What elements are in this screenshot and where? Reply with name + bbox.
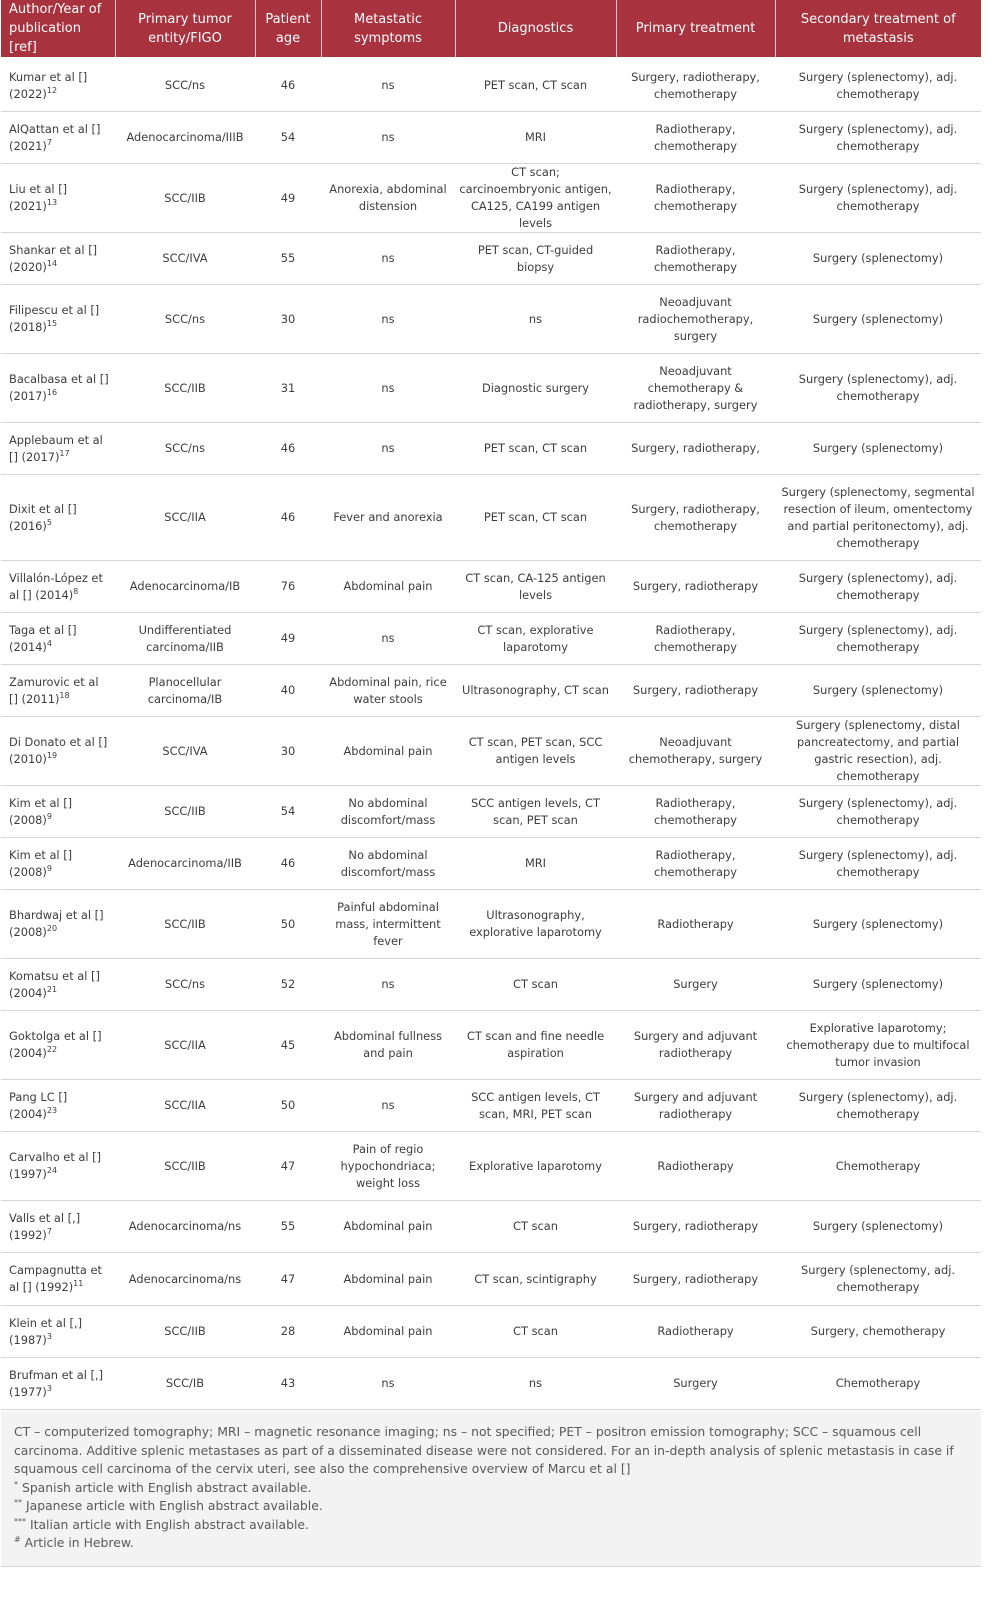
cell-secondary-treatment: Surgery (splenectomy), adj. chemotherapy xyxy=(775,1080,981,1132)
reference-number: 3 xyxy=(46,1331,52,1341)
cell-secondary-treatment: Surgery (splenectomy), adj. chemotherapy xyxy=(775,838,981,890)
cell-age: 50 xyxy=(255,890,321,959)
cell-diagnostics: Diagnostic surgery xyxy=(455,354,616,423)
cell-secondary-treatment: Surgery (splenectomy), adj. chemotherapy xyxy=(775,561,981,613)
cell-diagnostics: CT scan, explorative laparotomy xyxy=(455,613,616,665)
cell-entity: Undifferentiated carcinoma/IIB xyxy=(115,613,255,665)
cell-diagnostics: MRI xyxy=(455,838,616,890)
table-row xyxy=(1,1201,981,1253)
cell-symptoms: Fever and anorexia xyxy=(321,475,455,561)
cell-diagnostics: PET scan, CT scan xyxy=(455,423,616,475)
cell-primary-treatment: Surgery, radiotherapy, chemotherapy xyxy=(616,475,775,561)
cell-age: 46 xyxy=(255,59,321,112)
cell-entity: SCC/ns xyxy=(115,285,255,354)
cell-symptoms: ns xyxy=(321,285,455,354)
footnote-text: Article in Hebrew. xyxy=(24,1535,134,1550)
cell-diagnostics: ns xyxy=(455,285,616,354)
cell-age: 46 xyxy=(255,838,321,890)
reference-number: 7 xyxy=(46,137,52,147)
author-text: Applebaum et al [] (2017) xyxy=(9,432,103,464)
cell-author xyxy=(1,1080,115,1132)
reference-number: 9 xyxy=(46,863,52,873)
cell-diagnostics: CT scan, scintigraphy xyxy=(455,1253,616,1306)
reference-number: 13 xyxy=(46,198,58,208)
cell-diagnostics: PET scan, CT-guided biopsy xyxy=(455,233,616,285)
cell-author xyxy=(1,717,115,786)
author-text: Kim et al [] (2008) xyxy=(9,847,73,879)
table-row xyxy=(1,1011,981,1080)
cell-secondary-treatment: Surgery (splenectomy) xyxy=(775,890,981,959)
cell-secondary-treatment: Surgery (splenectomy) xyxy=(775,665,981,717)
footnote-mark: ** xyxy=(14,1497,22,1507)
cell-entity: SCC/ns xyxy=(115,59,255,112)
reference-number: 8 xyxy=(73,586,79,596)
cell-primary-treatment: Radiotherapy xyxy=(616,1306,775,1358)
author-text: Klein et al [,] (1987) xyxy=(9,1315,83,1347)
cell-entity: SCC/ns xyxy=(115,959,255,1011)
cell-entity: SCC/IIB xyxy=(115,786,255,838)
cell-diagnostics: CT scan xyxy=(455,1201,616,1253)
cell-author xyxy=(1,112,115,164)
cell-diagnostics: PET scan, CT scan xyxy=(455,59,616,112)
cell-diagnostics: CT scan xyxy=(455,959,616,1011)
cell-secondary-treatment: Surgery (splenectomy, distal pancreatectomy, and partial gastric resection), adj. chemotherapy xyxy=(775,717,981,786)
author-text: Di Donato et al [] (2010) xyxy=(9,735,108,766)
footnote-mark: *** xyxy=(14,1516,26,1526)
author-text: Pang LC [] (2004) xyxy=(9,1089,68,1121)
header-author: Author/Year of publication [ref] xyxy=(1,0,115,59)
cell-diagnostics: Ultrasonography, CT scan xyxy=(455,665,616,717)
table-row xyxy=(1,354,981,423)
cell-symptoms: ns xyxy=(321,354,455,423)
cell-age: 45 xyxy=(255,1011,321,1080)
cell-age: 47 xyxy=(255,1253,321,1306)
reference-number: 11 xyxy=(73,1279,84,1289)
author-text: Dixit et al [] (2016) xyxy=(9,501,77,533)
table-row xyxy=(1,1358,981,1410)
cell-secondary-treatment: Surgery (splenectomy), adj. chemotherapy xyxy=(775,112,981,164)
cell-age: 50 xyxy=(255,1080,321,1132)
cell-author xyxy=(1,890,115,959)
author-text: Valls et al [,] (1992) xyxy=(9,1210,81,1242)
footnote-item xyxy=(14,1516,968,1535)
author-text: Shankar et al [] (2020) xyxy=(9,242,98,274)
author-text: Campagnutta et al [] (1992) xyxy=(9,1263,102,1294)
reference-number: 24 xyxy=(46,1166,58,1176)
cell-author xyxy=(1,786,115,838)
header-secondary-treatment: Secondary treatment of metastasis xyxy=(775,0,981,59)
cell-symptoms: ns xyxy=(321,959,455,1011)
cell-age: 54 xyxy=(255,786,321,838)
table-row xyxy=(1,423,981,475)
header-entity: Primary tumor entity/FIGO xyxy=(115,0,255,59)
footnote-text: Japanese article with English abstract available. xyxy=(25,1498,323,1513)
cell-author xyxy=(1,59,115,112)
table-row xyxy=(1,838,981,890)
cell-diagnostics: CT scan and fine needle aspiration xyxy=(455,1011,616,1080)
author-text: Carvalho et al [] (1997) xyxy=(9,1150,102,1181)
cell-primary-treatment: Radiotherapy, chemotherapy xyxy=(616,164,775,233)
table-body xyxy=(1,59,981,1410)
cell-primary-treatment: Radiotherapy xyxy=(616,890,775,959)
author-text: Taga et al [] (2014) xyxy=(9,622,77,654)
cell-age: 47 xyxy=(255,1132,321,1201)
cell-symptoms: ns xyxy=(321,233,455,285)
cell-symptoms: ns xyxy=(321,1080,455,1132)
footnote-list xyxy=(14,1479,968,1553)
author-text: Komatsu et al [] (2004) xyxy=(9,968,100,1000)
reference-number: 21 xyxy=(46,984,58,994)
cell-diagnostics: Explorative laparotomy xyxy=(455,1132,616,1201)
cell-symptoms: ns xyxy=(321,613,455,665)
cell-symptoms: Anorexia, abdominal distension xyxy=(321,164,455,233)
table-header-row xyxy=(1,0,981,59)
cell-secondary-treatment: Chemotherapy xyxy=(775,1132,981,1201)
cell-diagnostics: CT scan, CA-125 antigen levels xyxy=(455,561,616,613)
cell-primary-treatment: Radiotherapy, chemotherapy xyxy=(616,112,775,164)
reference-number: 20 xyxy=(46,924,58,934)
reference-number: 4 xyxy=(46,638,52,648)
cell-entity: SCC/IIA xyxy=(115,1011,255,1080)
table-row xyxy=(1,717,981,786)
cell-entity: SCC/IIB xyxy=(115,1306,255,1358)
cell-secondary-treatment: Surgery (splenectomy), adj. chemotherapy xyxy=(775,164,981,233)
cell-author xyxy=(1,838,115,890)
cell-author xyxy=(1,1201,115,1253)
reference-number: 17 xyxy=(59,448,70,458)
reference-number: 19 xyxy=(46,751,58,761)
cell-secondary-treatment: Explorative laparotomy; chemotherapy due to multifocal tumor invasion xyxy=(775,1011,981,1080)
reference-number: 15 xyxy=(46,319,58,329)
table-row xyxy=(1,285,981,354)
cell-author xyxy=(1,1306,115,1358)
cell-age: 55 xyxy=(255,1201,321,1253)
reference-number: 9 xyxy=(46,811,52,821)
cell-age: 76 xyxy=(255,561,321,613)
table-row xyxy=(1,561,981,613)
cell-diagnostics: MRI xyxy=(455,112,616,164)
cell-symptoms: Pain of regio hypochondriaca; weight loss xyxy=(321,1132,455,1201)
cell-secondary-treatment: Chemotherapy xyxy=(775,1358,981,1410)
cell-symptoms: Abdominal pain xyxy=(321,561,455,613)
cell-secondary-treatment: Surgery (splenectomy), adj. chemotherapy xyxy=(775,59,981,112)
cell-entity: Adenocarcinoma/IIIB xyxy=(115,112,255,164)
cell-entity: Planocellular carcinoma/IB xyxy=(115,665,255,717)
cell-age: 46 xyxy=(255,423,321,475)
cell-author xyxy=(1,561,115,613)
cell-primary-treatment: Surgery, radiotherapy xyxy=(616,561,775,613)
cell-diagnostics: Ultrasonography, explorative laparotomy xyxy=(455,890,616,959)
cell-entity: SCC/IIB xyxy=(115,890,255,959)
cell-age: 49 xyxy=(255,613,321,665)
cell-symptoms: ns xyxy=(321,59,455,112)
author-text: Villalón-López et al [] (2014) xyxy=(9,570,103,602)
cell-secondary-treatment: Surgery (splenectomy, adj. chemotherapy xyxy=(775,1253,981,1306)
cell-primary-treatment: Surgery xyxy=(616,959,775,1011)
cell-entity: SCC/IIA xyxy=(115,475,255,561)
cell-age: 52 xyxy=(255,959,321,1011)
table-row xyxy=(1,1306,981,1358)
cell-symptoms: No abdominal discomfort/mass xyxy=(321,838,455,890)
cell-entity: SCC/IVA xyxy=(115,233,255,285)
cell-author xyxy=(1,164,115,233)
reference-number: 5 xyxy=(46,517,52,527)
table-row xyxy=(1,59,981,112)
cell-secondary-treatment: Surgery (splenectomy, segmental resection of ileum, omentectomy and partial peritonectomy), adj. chemotherapy xyxy=(775,475,981,561)
header-primary-treatment: Primary treatment xyxy=(616,0,775,59)
reference-number: 12 xyxy=(46,85,58,95)
header-symptoms: Metastatic symptoms xyxy=(321,0,455,59)
cell-diagnostics: CT scan; carcinoembryonic antigen, CA125, CA199 antigen levels xyxy=(455,164,616,233)
footnote-mark: # xyxy=(14,1534,21,1544)
cell-secondary-treatment: Surgery (splenectomy), adj. chemotherapy xyxy=(775,786,981,838)
cell-symptoms: Abdominal pain, rice water stools xyxy=(321,665,455,717)
cell-primary-treatment: Radiotherapy xyxy=(616,1132,775,1201)
cell-entity: SCC/IIB xyxy=(115,1132,255,1201)
cell-age: 49 xyxy=(255,164,321,233)
cell-symptoms: No abdominal discomfort/mass xyxy=(321,786,455,838)
cell-primary-treatment: Radiotherapy, chemotherapy xyxy=(616,838,775,890)
footnote-text: Spanish article with English abstract available. xyxy=(21,1479,312,1495)
cell-author xyxy=(1,959,115,1011)
footnote-mark: * xyxy=(14,1479,18,1489)
cell-secondary-treatment: Surgery (splenectomy), adj. chemotherapy xyxy=(775,613,981,665)
table-row xyxy=(1,1253,981,1306)
cell-entity: SCC/IVA xyxy=(115,717,255,786)
cell-author xyxy=(1,475,115,561)
author-text: Goktolga et al [] (2004) xyxy=(9,1029,102,1060)
cell-author xyxy=(1,1358,115,1410)
cell-diagnostics: PET scan, CT scan xyxy=(455,475,616,561)
reference-number: 18 xyxy=(59,690,70,700)
cell-age: 46 xyxy=(255,475,321,561)
table-row xyxy=(1,112,981,164)
cell-author xyxy=(1,1011,115,1080)
footnote-item xyxy=(14,1497,968,1516)
cell-entity: SCC/IIB xyxy=(115,164,255,233)
cell-primary-treatment: Surgery and adjuvant radiotherapy xyxy=(616,1080,775,1132)
author-text: Kim et al [] (2008) xyxy=(9,795,73,827)
cell-primary-treatment: Surgery, radiotherapy, xyxy=(616,423,775,475)
cell-primary-treatment: Radiotherapy, chemotherapy xyxy=(616,613,775,665)
table-row xyxy=(1,959,981,1011)
cell-primary-treatment: Surgery, radiotherapy xyxy=(616,665,775,717)
cell-symptoms: ns xyxy=(321,112,455,164)
cell-primary-treatment: Neoadjuvant radiochemotherapy, surgery xyxy=(616,285,775,354)
cell-entity: Adenocarcinoma/IB xyxy=(115,561,255,613)
cell-author xyxy=(1,1132,115,1201)
footnote-text: Italian article with English abstract available. xyxy=(29,1516,309,1532)
table-row xyxy=(1,164,981,233)
cell-entity: SCC/IIB xyxy=(115,354,255,423)
author-text: AlQattan et al [] (2021) xyxy=(9,121,101,153)
author-text: Filipescu et al [] (2018) xyxy=(9,303,100,334)
cell-secondary-treatment: Surgery (splenectomy) xyxy=(775,423,981,475)
footnote-item xyxy=(14,1479,968,1498)
cell-secondary-treatment: Surgery (splenectomy) xyxy=(775,285,981,354)
cell-entity: SCC/IIA xyxy=(115,1080,255,1132)
reference-number: 7 xyxy=(46,1226,52,1236)
table-row xyxy=(1,890,981,959)
cell-secondary-treatment: Surgery (splenectomy) xyxy=(775,233,981,285)
cell-diagnostics: CT scan xyxy=(455,1306,616,1358)
cell-primary-treatment: Radiotherapy, chemotherapy xyxy=(616,233,775,285)
cell-secondary-treatment: Surgery, chemotherapy xyxy=(775,1306,981,1358)
author-text: Bacalbasa et al [] (2017) xyxy=(9,372,109,403)
author-text: Liu et al [] (2021) xyxy=(9,182,68,213)
footnote-item xyxy=(14,1534,968,1553)
cell-diagnostics: ns xyxy=(455,1358,616,1410)
cell-entity: Adenocarcinoma/ns xyxy=(115,1201,255,1253)
cell-primary-treatment: Surgery, radiotherapy, chemotherapy xyxy=(616,59,775,112)
author-text: Brufman et al [,] (1977) xyxy=(9,1367,104,1399)
header-diagnostics: Diagnostics xyxy=(455,0,616,59)
abbreviation-note: CT – computerized tomography; MRI – magnetic resonance imaging; ns – not specified; PET – positron emission tomography; SCC – squamous cell carcinoma. Additive splenic metastases as part of a disseminated disease were not considered. For an in-depth analysis of splenic metastasis in case if squamous cell carcinoma of the cervix uteri, see also the comprehensive overview of Marcu et al [] xyxy=(14,1424,954,1476)
cell-entity: Adenocarcinoma/IIB xyxy=(115,838,255,890)
cell-author xyxy=(1,354,115,423)
cell-primary-treatment: Neoadjuvant chemotherapy & radiotherapy, surgery xyxy=(616,354,775,423)
reference-number: 14 xyxy=(46,258,58,268)
cell-author xyxy=(1,1253,115,1306)
cell-age: 30 xyxy=(255,717,321,786)
cell-primary-treatment: Surgery, radiotherapy xyxy=(616,1253,775,1306)
cell-symptoms: ns xyxy=(321,1358,455,1410)
cell-entity: SCC/ns xyxy=(115,423,255,475)
cell-symptoms: Abdominal pain xyxy=(321,717,455,786)
cell-entity: SCC/IB xyxy=(115,1358,255,1410)
reference-number: 3 xyxy=(46,1383,52,1393)
reference-number: 23 xyxy=(46,1105,58,1115)
cell-age: 28 xyxy=(255,1306,321,1358)
cell-primary-treatment: Radiotherapy, chemotherapy xyxy=(616,786,775,838)
cell-age: 30 xyxy=(255,285,321,354)
table-footnotes xyxy=(1,1411,981,1567)
table-row xyxy=(1,613,981,665)
cell-symptoms: Painful abdominal mass, intermittent fever xyxy=(321,890,455,959)
cell-author xyxy=(1,285,115,354)
table-row xyxy=(1,475,981,561)
table-row xyxy=(1,786,981,838)
cell-age: 43 xyxy=(255,1358,321,1410)
cell-age: 55 xyxy=(255,233,321,285)
cell-age: 54 xyxy=(255,112,321,164)
cell-diagnostics: SCC antigen levels, CT scan, MRI, PET scan xyxy=(455,1080,616,1132)
cell-symptoms: Abdominal pain xyxy=(321,1253,455,1306)
cell-symptoms: Abdominal pain xyxy=(321,1306,455,1358)
author-text: Kumar et al [] (2022) xyxy=(9,69,88,101)
cell-symptoms: ns xyxy=(321,423,455,475)
cell-primary-treatment: Surgery, radiotherapy xyxy=(616,1201,775,1253)
cell-diagnostics: CT scan, PET scan, SCC antigen levels xyxy=(455,717,616,786)
cell-primary-treatment: Neoadjuvant chemotherapy, surgery xyxy=(616,717,775,786)
cell-entity: Adenocarcinoma/ns xyxy=(115,1253,255,1306)
cell-age: 40 xyxy=(255,665,321,717)
cell-author xyxy=(1,665,115,717)
cell-author xyxy=(1,613,115,665)
reference-number: 22 xyxy=(46,1045,58,1055)
metastasis-table xyxy=(1,0,981,1410)
cell-symptoms: Abdominal pain xyxy=(321,1201,455,1253)
table-row xyxy=(1,665,981,717)
cell-author xyxy=(1,233,115,285)
reference-number: 16 xyxy=(46,388,58,398)
cell-secondary-treatment: Surgery (splenectomy) xyxy=(775,1201,981,1253)
cell-secondary-treatment: Surgery (splenectomy) xyxy=(775,959,981,1011)
author-text: Bhardwaj et al [] (2008) xyxy=(9,908,104,939)
cell-secondary-treatment: Surgery (splenectomy), adj. chemotherapy xyxy=(775,354,981,423)
cell-author xyxy=(1,423,115,475)
cell-primary-treatment: Surgery and adjuvant radiotherapy xyxy=(616,1011,775,1080)
header-age: Patient age xyxy=(255,0,321,59)
table-row xyxy=(1,1132,981,1201)
table-row xyxy=(1,1080,981,1132)
cell-symptoms: Abdominal fullness and pain xyxy=(321,1011,455,1080)
author-text: Zamurovic et al [] (2011) xyxy=(9,674,99,706)
cell-primary-treatment: Surgery xyxy=(616,1358,775,1410)
cell-age: 31 xyxy=(255,354,321,423)
cell-diagnostics: SCC antigen levels, CT scan, PET scan xyxy=(455,786,616,838)
table-row xyxy=(1,233,981,285)
